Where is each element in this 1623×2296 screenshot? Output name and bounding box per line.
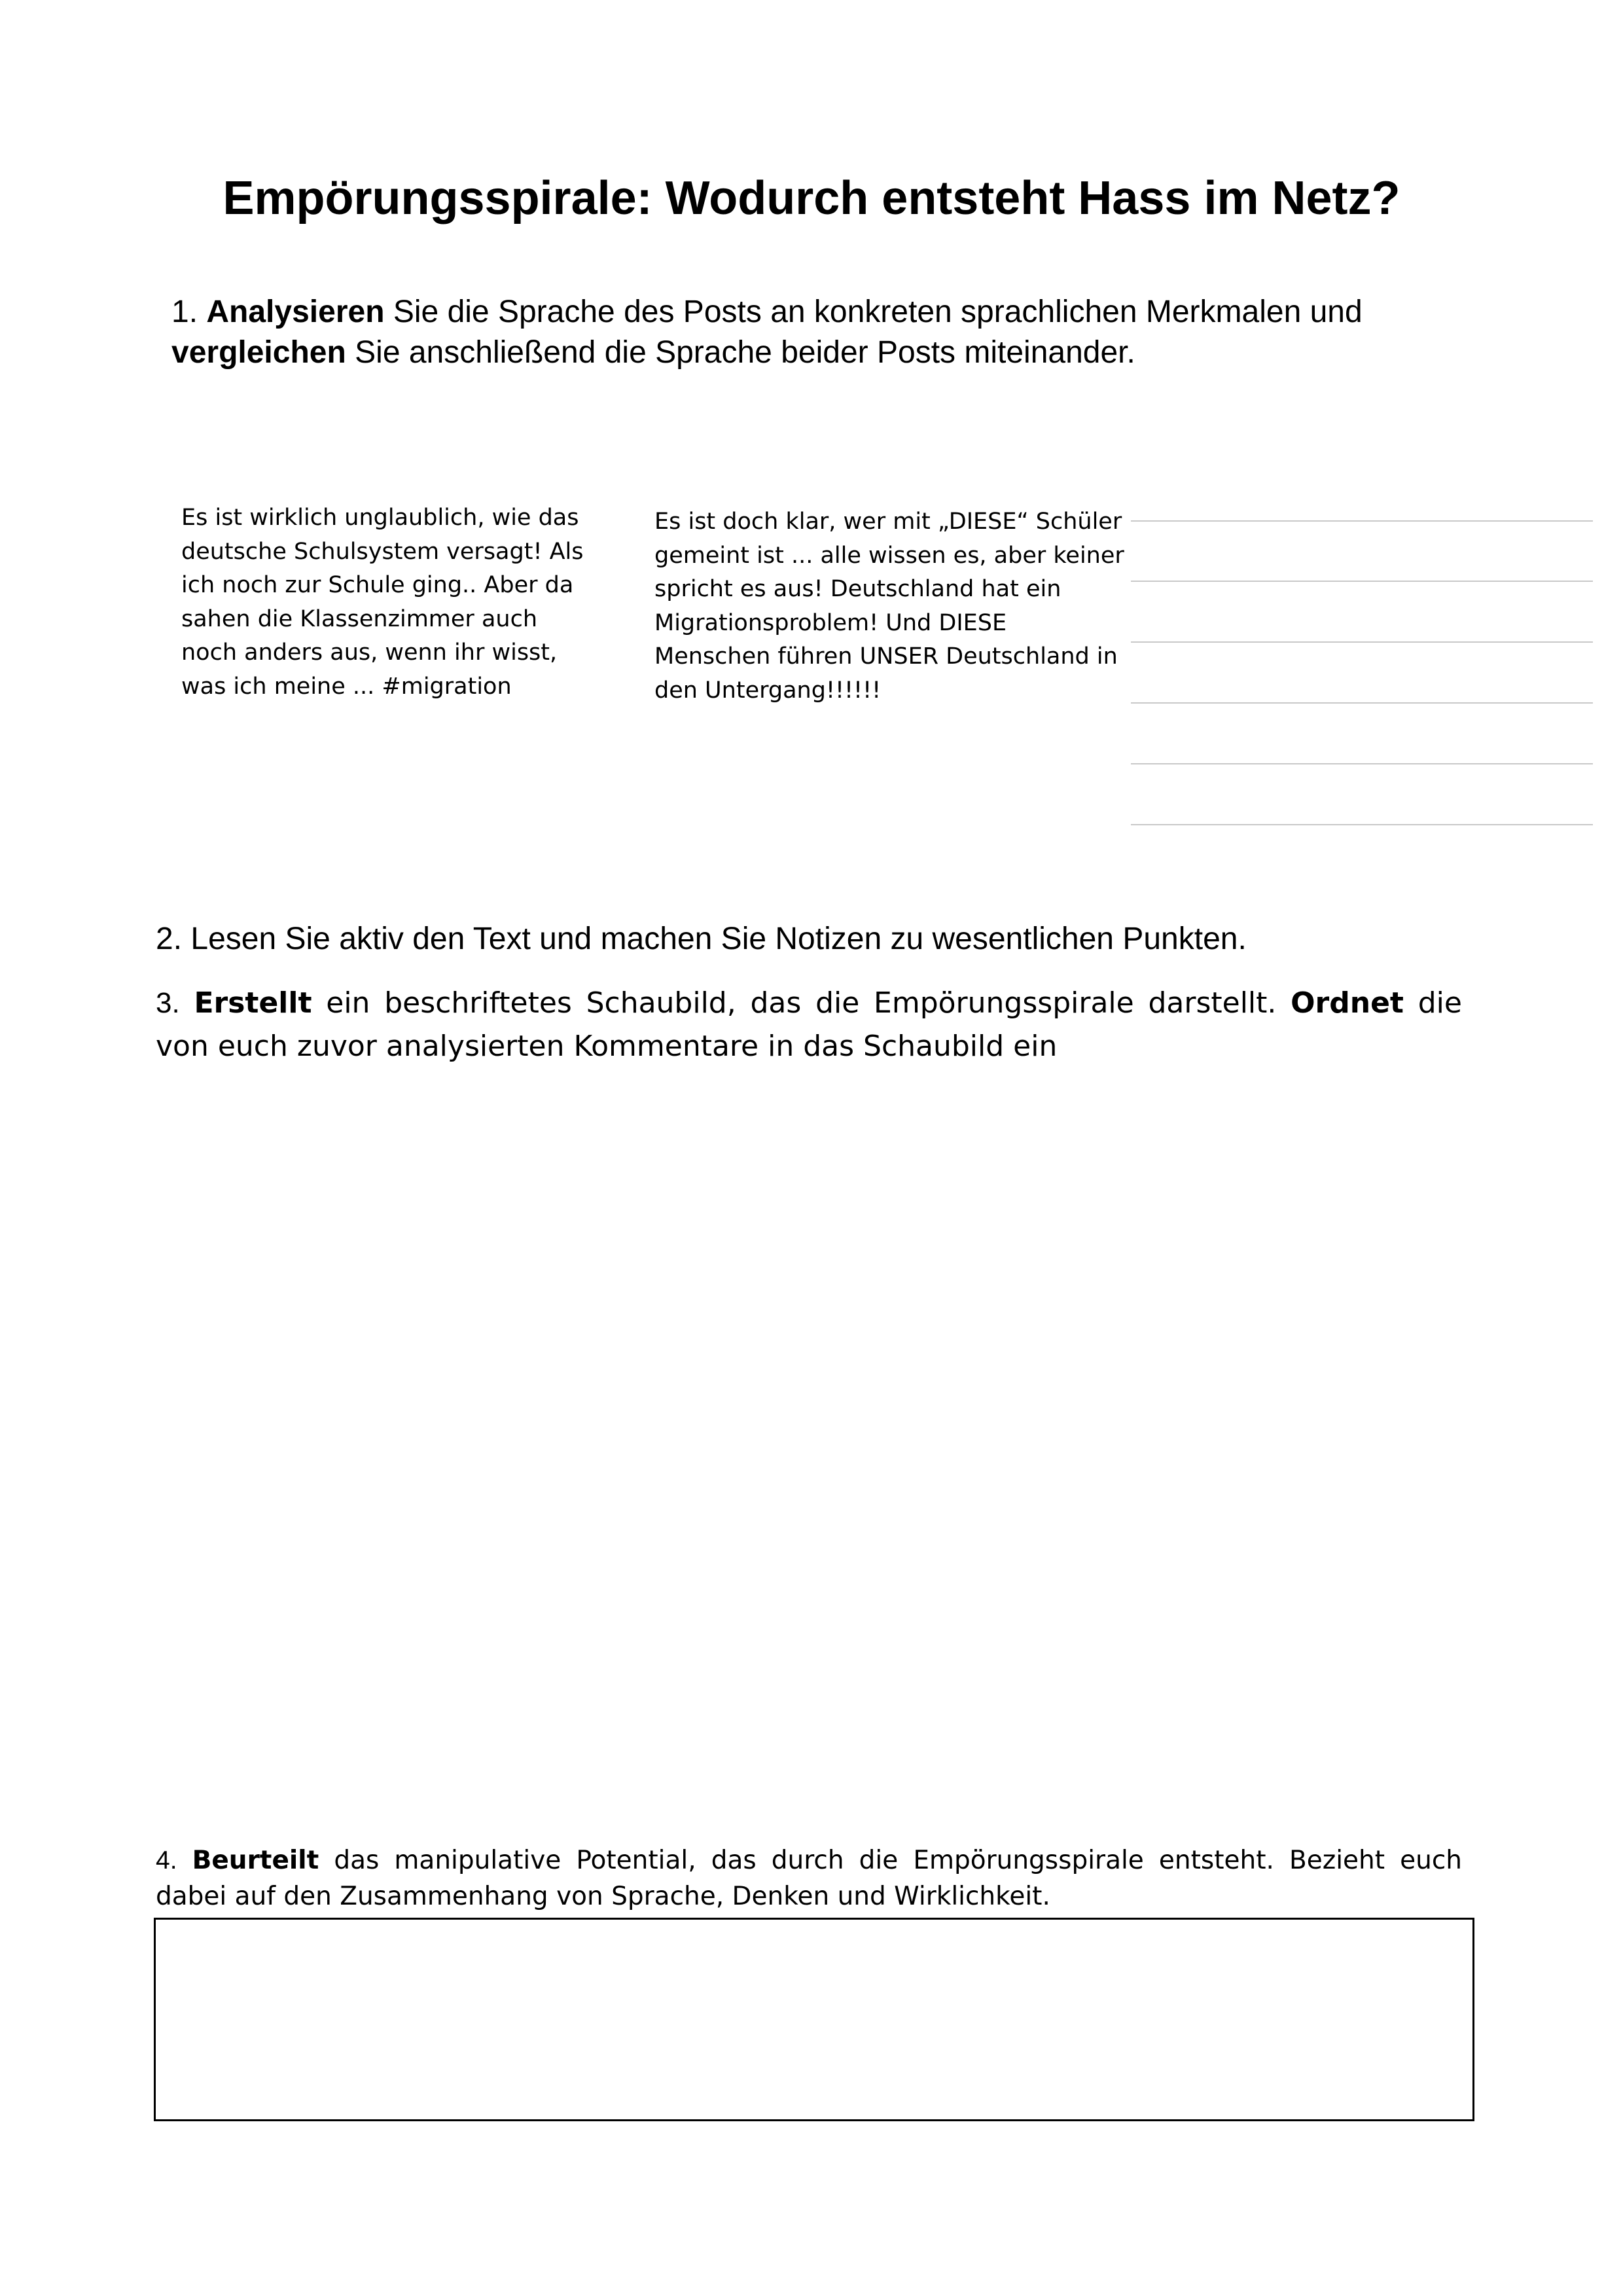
answer-line[interactable]	[1131, 581, 1593, 582]
task-3-verb-erstellt: Erstellt	[194, 986, 312, 1020]
answer-line[interactable]	[1131, 641, 1593, 643]
task-3-instruction	[156, 982, 1462, 1068]
task-3-number: 3.	[156, 987, 180, 1019]
task-1-instruction	[171, 292, 1480, 373]
task-1-verb-analysieren: Analysieren	[206, 295, 385, 329]
task-4-instruction	[156, 1842, 1462, 1914]
post-1-text: Es ist wirklich unglaublich, wie das deutsche Schulsystem versagt! Als ich noch zur Schule ging.. Aber da sahen die Klassenzimmer auch noch anders aus, wenn ihr wisst, was ich meine ... #migration	[181, 505, 584, 700]
task-1-number: 1.	[171, 295, 198, 329]
task-4-answer-box[interactable]	[154, 1918, 1474, 2121]
task-3-text-part1: ein beschriftetes Schaubild, das die Empörungsspirale darstellt.	[326, 986, 1277, 1020]
task-4-verb-beurteilt: Beurteilt	[192, 1846, 319, 1875]
page-title: Empörungsspirale: Wodurch entsteht Hass im Netz?	[223, 172, 1400, 224]
answer-line[interactable]	[1131, 520, 1593, 522]
task-1-text-part2: Sie anschließend die Sprache beider Posts miteinander.	[355, 335, 1135, 370]
task-1-text-part1: Sie die Sprache des Posts an konkreten sprachlichen Merkmalen und	[393, 295, 1363, 329]
task-4-text: das manipulative Potential, das durch die Empörungsspirale entsteht. Bezieht euch dabei auf den Zusammenhang von Sprache, Denken und Wirklichkeit.	[156, 1846, 1462, 1911]
task-4-number: 4.	[156, 1846, 177, 1874]
task-3-text-part2: die von euch zuvor analysierten Kommentare in das Schaubild ein	[156, 986, 1462, 1063]
answer-line[interactable]	[1131, 824, 1593, 825]
answer-line[interactable]	[1131, 702, 1593, 704]
task-3-verb-ordnet: Ordnet	[1291, 986, 1404, 1020]
task-1-verb-vergleichen: vergleichen	[171, 335, 346, 370]
answer-line[interactable]	[1131, 763, 1593, 764]
task-2-instruction: 2. Lesen Sie aktiv den Text und machen Sie Notizen zu wesentlichen Punkten.	[156, 922, 1247, 956]
post-2-text: Es ist doch klar, wer mit „DIESE“ Schüler gemeint ist ... alle wissen es, aber keiner spricht es aus! Deutschland hat ein Migrationsproblem! Und DIESE Menschen führen UNSER Deutschland in den Untergang!!!!!!	[654, 509, 1124, 704]
